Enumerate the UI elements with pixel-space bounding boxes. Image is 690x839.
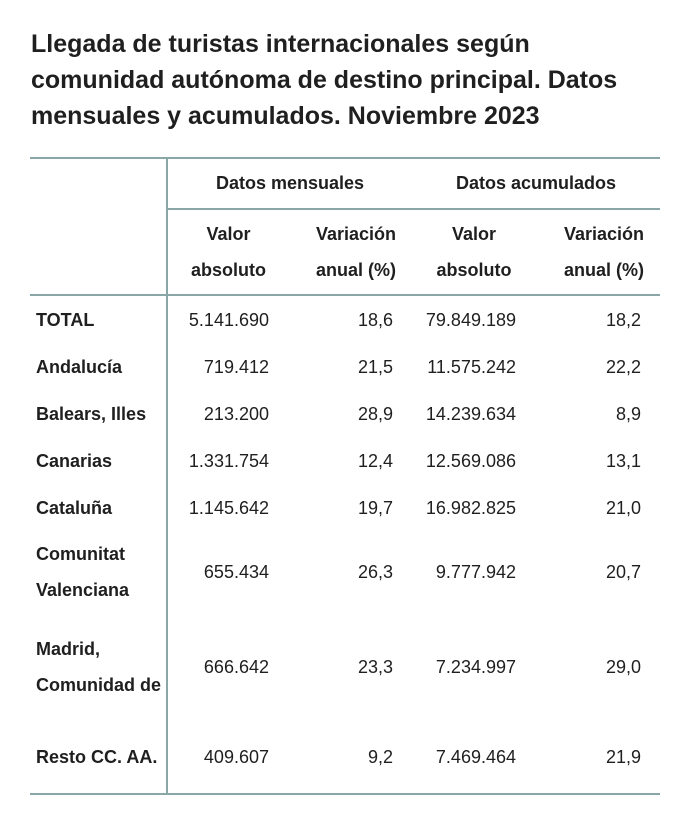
- corner-cell: [30, 158, 167, 209]
- cell-cumulative-variation: 22,2: [605, 356, 642, 377]
- cell-monthly-absolute: 213.200: [203, 403, 269, 424]
- cell-cumulative-absolute: 12.569.086: [425, 450, 516, 471]
- table-row: [30, 613, 660, 721]
- cell-cumulative-absolute: 7.469.464: [412, 721, 536, 794]
- cell-cumulative-variation: 13,1: [605, 450, 642, 471]
- header-datos-acumulados: Datos acumulados: [412, 158, 660, 209]
- cell-monthly-variation: 23,3: [357, 657, 393, 677]
- table-row: [30, 484, 660, 531]
- header-valor-absoluto-acumulado: Valor absoluto: [412, 209, 536, 295]
- sub-header-row: [30, 209, 660, 295]
- cell-monthly-absolute: 666.642: [203, 657, 269, 677]
- cell-monthly-absolute: 1.331.754: [188, 450, 269, 471]
- cell-cumulative-variation: 8,9: [615, 403, 642, 424]
- group-header-row: [30, 158, 660, 209]
- cell-monthly-absolute: 719.412: [203, 356, 269, 377]
- cell-cumulative-absolute: 11.575.242: [427, 356, 516, 377]
- row-label: Comunitat Valenciana: [30, 531, 167, 613]
- cell-cumulative-absolute: 79.849.189: [425, 309, 516, 330]
- row-label: TOTAL: [30, 295, 167, 343]
- row-label: Madrid, Comunidad de: [30, 613, 167, 721]
- header-valor-absoluto-mensual: Valor absoluto: [167, 209, 289, 295]
- header-variacion-acumulado: Variación anual (%): [536, 209, 660, 295]
- cell-cumulative-absolute: 14.239.634: [425, 403, 516, 424]
- header-variacion-mensual: Variación anual (%): [289, 209, 412, 295]
- cell-cumulative-absolute: 9.777.942: [435, 562, 516, 582]
- row-label: Resto CC. AA.: [30, 721, 167, 794]
- table-row: [30, 531, 660, 613]
- row-label: Canarias: [30, 437, 167, 484]
- cell-cumulative-variation: 20,7: [605, 562, 642, 582]
- cell-monthly-variation: 12,4: [357, 450, 393, 471]
- row-label: Andalucía: [30, 343, 167, 390]
- cell-monthly-absolute: 1.145.642: [188, 497, 269, 518]
- cell-monthly-variation: 19,7: [357, 497, 393, 518]
- cell-cumulative-variation: 21,0: [605, 497, 642, 518]
- cell-monthly-absolute: 655.434: [203, 562, 269, 582]
- row-label: Cataluña: [30, 484, 167, 531]
- cell-monthly-variation: 28,9: [357, 403, 393, 424]
- row-label: Balears, Illes: [30, 390, 167, 437]
- cell-monthly-variation: 26,3: [357, 562, 393, 582]
- cell-cumulative-variation: 29,0: [605, 657, 642, 677]
- table-row: [30, 437, 660, 484]
- corner-cell-lower: [30, 209, 167, 295]
- table-title: Llegada de turistas internacionales según comunidad autónoma de destino principal. Datos mensuales y acumulados. Noviembre 2023: [31, 30, 618, 130]
- cell-monthly-variation: 18,6: [357, 309, 393, 330]
- table-row: [30, 343, 660, 390]
- cell-monthly-absolute: 5.141.690: [188, 309, 269, 330]
- cell-monthly-absolute: 409.607: [167, 721, 289, 794]
- cell-monthly-variation: 9,2: [289, 721, 412, 794]
- cell-cumulative-absolute: 7.234.997: [435, 657, 516, 677]
- cell-cumulative-variation: 18,2: [605, 309, 642, 330]
- cell-cumulative-absolute: 16.982.825: [425, 497, 516, 518]
- table-row: [30, 721, 660, 794]
- cell-cumulative-variation: 21,9: [536, 721, 660, 794]
- table-row: [30, 390, 660, 437]
- table-row: [30, 295, 660, 343]
- header-datos-mensuales: Datos mensuales: [167, 158, 412, 209]
- tourists-table: [30, 157, 660, 795]
- cell-monthly-variation: 21,5: [357, 356, 393, 377]
